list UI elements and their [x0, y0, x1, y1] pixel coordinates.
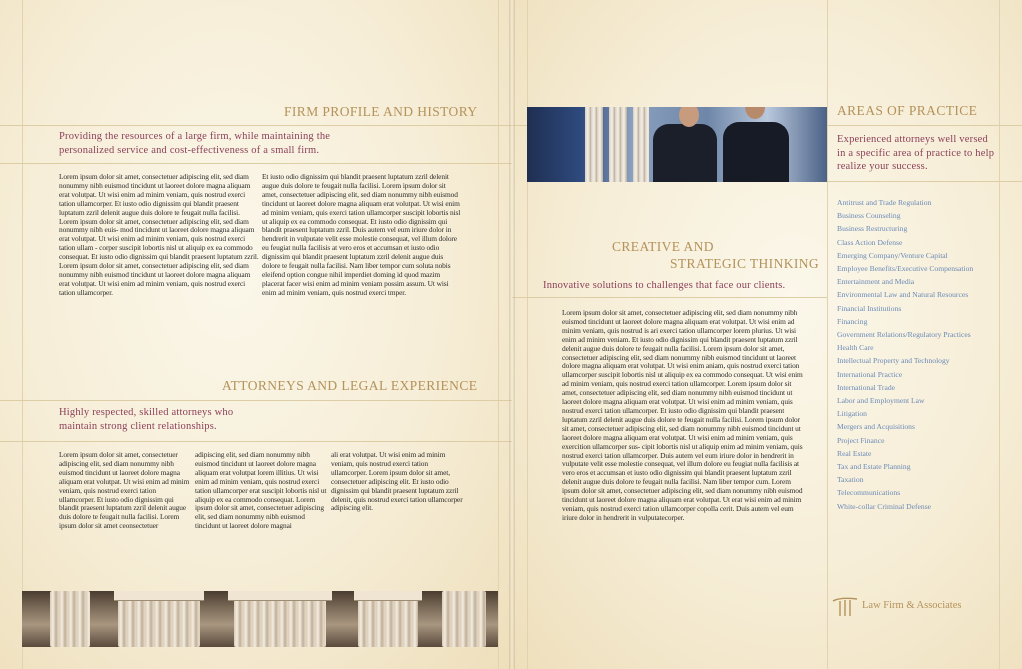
section-rule [827, 181, 1022, 182]
list-item: Environmental Law and Natural Resources [837, 290, 969, 300]
margin-guide [22, 0, 23, 669]
practice-areas-list [837, 196, 973, 513]
creative-title-line-1: CREATIVE AND [612, 239, 714, 254]
list-item: International Trade [837, 382, 895, 392]
list-item: Financial Institutions [837, 303, 902, 313]
margin-guide [999, 0, 1000, 669]
firm-profile-lead: Providing the resources of a large firm, while maintaining the personalized service and cost-effectiveness of a small firm. [59, 131, 331, 156]
list-item: Mergers and Acquisitions [837, 422, 915, 432]
attorneys-column-2: adipiscing elit, sed diam nonummy nibh euismod tincidunt ut laoreet dolore magna aliquam erat volutpat lorem illitius. Ut wisi enim ad minim veniam, quis nostrud exerci tation ullamcorper erat suscipit lobortis nisl ut aliquip ex ea commodo consequat. Lorem ipsum dolor sit amet, consectetuer adipiscing elit, sed diam nonummy nibh euismod tincidunt ut laoreet dolore magnai [195, 450, 327, 531]
attorneys-column-3: ali erat volutpat. Ut wisi enim ad minim veniam, quis nostrud exerci tation ullamcorper. Lorem ipsum dolor sit amet, consectetuer adipiscing elit. Et iusto odio dignissim qui blandit praesent luptatum zzril delenit, quis nostrud exerci tation ullamcorper adipiscing elit. [331, 450, 463, 513]
list-item: Health Care [837, 343, 874, 353]
handshake-photo [527, 107, 827, 182]
list-item: White-collar Criminal Defense [837, 501, 932, 511]
list-item: Financing [837, 316, 868, 326]
section-rule [0, 441, 512, 442]
list-item: Government Relations/Regulatory Practices [837, 330, 971, 340]
list-item: Emerging Company/Venture Capital [837, 250, 948, 260]
areas-of-practice-title: AREAS OF PRACTICE [837, 103, 978, 118]
attorneys-lead: Highly respected, skilled attorneys who maintain strong client relationships. [59, 407, 234, 432]
list-item: Intellectual Property and Technology [837, 356, 950, 366]
margin-guide [827, 0, 828, 669]
list-item: Employee Benefits/Executive Compensation [837, 264, 974, 274]
margin-guide [498, 0, 499, 669]
list-item: Tax and Estate Planning [837, 462, 911, 472]
attorneys-title: ATTORNEYS AND LEGAL EXPERIENCE [222, 378, 478, 393]
list-item: Class Action Defense [837, 237, 903, 247]
firm-profile-title: FIRM PROFILE AND HISTORY [284, 104, 478, 119]
column-logo-icon [832, 597, 858, 617]
firm-logo-text: Law Firm & Associates [862, 600, 962, 611]
list-item: International Practice [837, 369, 903, 379]
section-rule [0, 125, 512, 126]
creative-body: Lorem ipsum dolor sit amet, consectetuer adipiscing elit, sed diam nonummy nibh euismod tincidunt ut laoreet dolore magna aliquam erat volutpat. Ut wisi enim ad minim veniam, quis nostrud is ari exerci tation ullamcorper lorem plurius. Ut wisi enim ad minim veniam. Et iusto odio dignissim qui blandit praesent luptatum zzril delenit augue duis dolore te feugait nulla facilisi. Lorem ipsum dolor sit amet, consectetuer adipiscing elit, sed diam nonummy nibh euismod tincidunt ut laoreet dolore magna aliquam erat volutpat. Ut wisi enim aniam, quis nostrud exerci tation ullamcorper suscipit lobortis nisl ut aliquip ex ea commodo consequat. Ut wisi enim ad minim veniam, quis nostrud exerci tation ullamcorper. Lorem ipsum dolor sit amet, consectetuer adipiscing elit, sed diam nonummy nibh euismod tincidunt ut laoreet dolore magna aliquam erat volutpat. Ut wisi enim ad minim veniam, quis nostrud exerci tation ullamcorper. Et iusto odio dignissim qui blandit praesent luptatum zzril delenit augue duis dolore te feugait nulla facilisi. Lorem ipsum dolor sit amet, consectetuer adipiscing elit, sed diam nonummy nibh euismod tincidunt ut laoreet dolore magna aliquam erat volutpat. Ut wisi enim ad minim veniam, quis exercition ullamcorper sus- cipit lobortis nisl ut aliquip enim ad minim veniam, quis nostrud exerci tation ullamcorper. Duis autem vel eum iriure dolor in hendrerit in vulputate velit esse molestie consequat, vel illum dolore eu feugiat nulla facilisis at vero eros et accumsan et iusto odio dignissim qui blandit praesent luptatum zzril delenit augue duis dolore te feugait nulla facilisi. Nam liber tempor cum. Lorem ipsum dolor sit amet, consectetuer adipiscing elit, sed diam nonummy nibh euismod tincidunt ut laoreet dolore magna aliquam erat volutpat. Ut erat wisi enim ad minim veniam, quis nostrud exerci tation ullamcorper copolla cerit. Duis autem vel eum iriure dolor in hendrerit in vulputatecorper. [562, 308, 803, 522]
courthouse-columns-image [22, 591, 498, 647]
section-rule [0, 400, 512, 401]
attorneys-column-1: Lorem ipsum dolor sit amet, consectetuer adipiscing elit, sed diam nonummy nibh euismod tincidunt ut laoreet dolore magna aliquam erat volutpat. Ut wisi enim ad minim veniam, quis nostrud exerci tation ullamcorper. Et iusto odio dignissim qui blandit praesent luptatum zzril delenit augue duis dolore te feugait nulla facilisi. Lorem ipsum dolor sit amet ceonsectetuer [59, 450, 190, 531]
list-item: Taxation [837, 475, 864, 485]
margin-guide [527, 0, 528, 669]
list-item: Telecommunications [837, 488, 901, 498]
list-item: Project Finance [837, 435, 885, 445]
creative-title-line-2: STRATEGIC THINKING [670, 256, 820, 271]
section-rule [512, 297, 827, 298]
section-rule [0, 163, 512, 164]
areas-of-practice-lead: Experienced attorneys well versed in a specific area of practice to help realize your success. [837, 134, 995, 172]
page-spine [509, 0, 515, 669]
list-item: Business Counseling [837, 211, 901, 221]
creative-lead: Innovative solutions to challenges that face our clients. [543, 280, 786, 291]
firm-profile-column-1: Lorem ipsum dolor sit amet, consectetuer adipiscing elit, sed diam nonummy nibh euismod tincidunt ut laoreet dolore magna aliquam erat volutpat. Ut wisi enim ad minim veniam, quis nostrud exerci tation ullamcorper. Et iusto odio dignissim qui blandit praesent luptatum zzril delenit augue duis dolore te feugait nulla facilisi. Lorem ipsum dolor sit amet, consectetuer adipiscing elit, sed diam nonummy nibh euis- mod tincidunt ut laoreet dolore magna aliquam erat volutpat. Ut wisi enim ad minim veniam, quis nostrud exerci tation ullam - corper suscipit lobortis nisl ut aliquip ex ea commodo consequat. Et iusto odio dignissim qui blandit praesent luptatum zzril. Lorem ipsum dolor sit amet, consectetuer adipiscing elit, sed diam nonummy nibh euismod tincidunt ut laoreet dolore magna aliquam erat volutpat. Ut wisi enim ad minim veniam, quis nostrud exerci tation ullamcorper. [59, 172, 259, 297]
list-item: Entertainment and Media [837, 277, 915, 287]
list-item: Real Estate [837, 448, 872, 458]
list-item: Labor and Employment Law [837, 396, 925, 406]
list-item: Litigation [837, 409, 867, 419]
list-item: Business Restructuring [837, 224, 908, 234]
list-item: Antitrust and Trade Regulation [837, 198, 932, 207]
firm-profile-column-2: Et iusto odio dignissim qui blandit praesent luptatum zzril delenit augue duis dolore te feugait nulla facilisi. Lorem ipsum dolor sit amet, consectetuer adipiscing elit, sed diam nonummy nibh euismod tincidunt ut laoreet dolore magna aliquam erat volutpat. Ut wisi enim ad minim veniam, quis exerci tation ullamcorper suscipit lobortis nisl ut aliquip ex ea commodo consequat. Et iusto odio dignissim qui blandit praesent luptatum zzril. Duis autem vel eum iriure dolor in hendrerit in vulputate velit esse molestie consequat, vel illum dolore eu feugiat nulla facilisis at vero eros et accumsan et iusto odio dignissim qui blandit praesent luptatum zzril delenit augue duis dolore te feugait nulla facilisi. Nam liber tempor cum soluta nobis eleifend option congue nihil imperdiet doming id quod mazim placerat facer wisi enim ad minim veniam possim assum. Ut wisi enim ad minim veniam, quis nostrud exerci tmper. [262, 172, 461, 297]
